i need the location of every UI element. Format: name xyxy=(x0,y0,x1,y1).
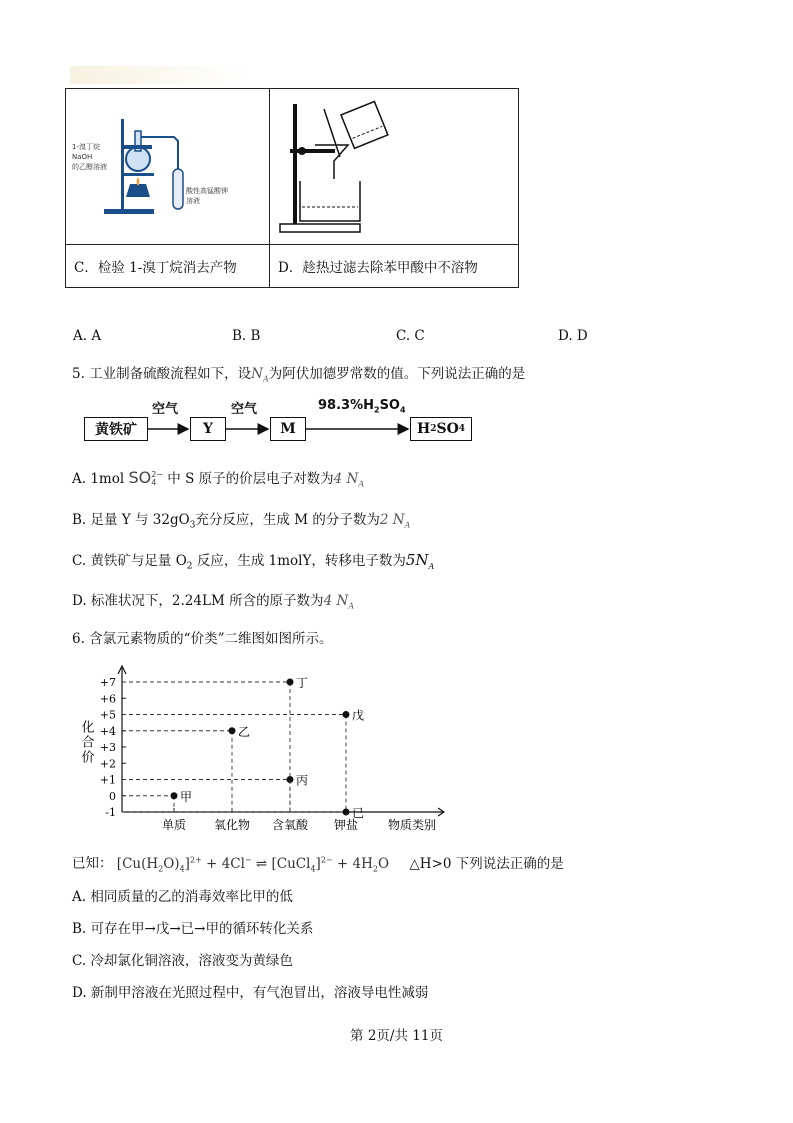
x-axis-label: 物质类别 xyxy=(387,818,436,832)
q4-option-d[interactable]: D. D xyxy=(558,328,588,344)
y-tick-label: +2 xyxy=(99,757,116,771)
solvent-label: 的乙醇溶液 xyxy=(72,163,107,171)
tube-label-1: 酸性高锰酸钾 xyxy=(186,187,228,195)
point-label: 戊 xyxy=(352,708,365,723)
q6-stem: 6. 含氯元素物质的“价类”二维图如图所示。 xyxy=(72,631,333,647)
point-label: 已 xyxy=(352,806,365,820)
point-label: 甲 xyxy=(180,789,193,804)
arrow-label-air-1: 空气 xyxy=(152,402,179,417)
q4-option-b[interactable]: B. B xyxy=(232,328,261,344)
y-tick-label: 0 xyxy=(109,789,116,803)
q6-option-d[interactable]: D. 新制甲溶液在光照过程中，有气泡冒出，溶液导电性减弱 xyxy=(72,985,429,1001)
flow-box-m: M xyxy=(270,417,306,441)
y-tick-label: +7 xyxy=(99,676,116,689)
arrow-label-air-2: 空气 xyxy=(231,402,258,417)
data-point xyxy=(229,727,236,734)
q6-option-b[interactable]: B. 可存在甲→戊→已→甲的循环转化关系 xyxy=(72,921,314,937)
na-symbol: $N_A$ xyxy=(251,366,269,384)
x-tick-label: 氧化物 xyxy=(213,818,251,832)
q6-option-a[interactable]: A. 相同质量的乙的消毒效率比甲的低 xyxy=(72,889,293,905)
flow-arrows xyxy=(0,0,793,460)
flow-box-y: Y xyxy=(190,417,226,441)
data-point xyxy=(171,792,178,799)
page-footer: 第 2页/共 11页 xyxy=(350,1028,443,1044)
data-point xyxy=(343,809,350,816)
x-tick-label: 含氧酸 xyxy=(271,818,309,832)
flow-box-h2so4: H 2 SO 4 xyxy=(410,417,472,441)
y-axis-label: 化合价 xyxy=(78,720,94,765)
y-tick-label: +3 xyxy=(99,741,116,754)
point-label: 丙 xyxy=(296,773,309,788)
q5-option-a[interactable]: A. 1mol SO2− 4 中 S 原子的价层电子对数为4 $N_A$ xyxy=(72,468,365,489)
y-tick-label: +4 xyxy=(99,724,116,738)
q6-known-equation: 已知： $[Cu(H_2O)_4]^{2+} + 4Cl^-$ ⇌ [CuCl$_4$]$^{2-}$ + $4H_2O$ △H>0 下列说法正确的是 xyxy=(72,855,564,874)
y-tick-label: -1 xyxy=(105,806,116,819)
x-tick-label: 钾盐 xyxy=(333,818,359,832)
y-tick-label: +6 xyxy=(99,692,116,706)
tube-label-2: 溶液 xyxy=(186,197,200,205)
q5-option-d[interactable]: D. 标准状况下，2.24LM 所含的原子数为4 $N_A$ xyxy=(72,593,355,611)
valence-category-chart xyxy=(72,660,462,835)
point-label: 乙 xyxy=(238,724,251,739)
q5-stem: 5. 工业制备硫酸流程如下，设$N_A$为阿伏加德罗常数的值。下列说法正确的是 xyxy=(72,366,526,384)
q4-option-a[interactable]: A. A xyxy=(73,328,102,344)
data-point xyxy=(287,679,294,686)
q4-option-c[interactable]: C. C xyxy=(396,328,425,344)
x-tick-label: 单质 xyxy=(161,818,187,832)
q5-option-b[interactable]: B. 足量 Y 与 $32gO_3$充分反应，生成 M 的分子数为2 $N_A$ xyxy=(72,512,411,531)
apparatus-d-caption: D．趁热过滤去除苯甲酸中不溶物 xyxy=(270,245,519,288)
naoh-label: NaOH xyxy=(72,153,93,161)
flow-box-pyrite: 黄铁矿 xyxy=(84,417,148,441)
q5-option-c[interactable]: C. 黄铁矿与足量 $O_2$ 反应，生成 1molY，转移电子数为$5N_A$ xyxy=(72,551,435,572)
arrow-label-sulfuric: $98.3\%H_2SO_4$ xyxy=(318,398,406,415)
y-tick-label: +1 xyxy=(99,773,116,787)
point-label: 丁 xyxy=(296,676,309,690)
y-tick-label: +5 xyxy=(99,708,116,722)
flask-label: 1-溴丁烷 xyxy=(72,143,100,151)
apparatus-c-caption: C．检验 1-溴丁烷消去产物 xyxy=(66,245,270,288)
data-point xyxy=(343,711,350,718)
q6-option-c[interactable]: C. 冷却氯化铜溶液，溶液变为黄绿色 xyxy=(72,953,293,969)
